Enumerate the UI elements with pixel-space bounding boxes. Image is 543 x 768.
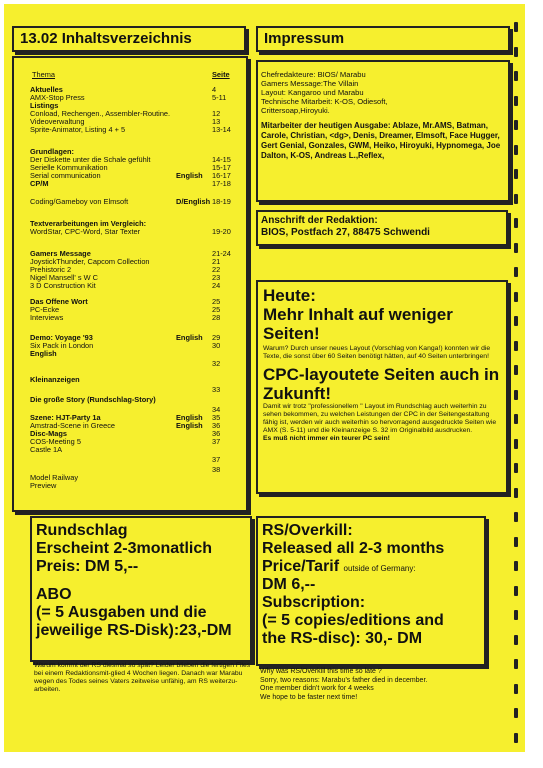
punch-hole: [514, 537, 518, 547]
punch-hole: [514, 414, 518, 424]
toc-page: 33: [212, 385, 221, 394]
toc-language: English: [176, 413, 203, 422]
toc-topic: Sprite-Animator, Listing 4 + 5: [30, 125, 126, 134]
toc-topic: Model Railway: [30, 473, 79, 482]
punch-hole: [514, 71, 518, 81]
toc-page: 17-18: [212, 179, 231, 188]
toc-topic: Coding/Gameboy von Elmsoft: [30, 197, 129, 206]
toc-page: 5-11: [212, 93, 227, 102]
toc-col-page: Seite: [212, 70, 230, 79]
rs-en-note-line: Why was RS/Overkill this time so late ?: [260, 668, 382, 675]
punch-hole: [514, 659, 518, 669]
toc-page: 12: [212, 109, 221, 118]
toc-topic: 3 D Construction Kit: [30, 281, 96, 290]
toc-page: 15-17: [212, 163, 231, 172]
toc-topic: Serielle Kommunikation: [30, 163, 108, 172]
news-paragraph-2: Damit wir trotz "professionellem " Layout im Rundschlag auch weiterhin zu sehen bekommen, zu welchen Leistungen der CPC in der Seitengestaltung fähig ist, werden wir auch weiterhin so hervorragend ausgedruckte Seiten wie AMX (S. 5-11) und die Kleinanzeige S. 32 im Originalbild ausdrucken.: [263, 403, 497, 434]
punch-hole: [514, 145, 518, 155]
overkill-price-box: [256, 516, 486, 666]
toc-page: 19-20: [212, 227, 231, 236]
punch-hole: [514, 610, 518, 620]
toc-page: 4: [212, 85, 217, 94]
toc-topic: Amstrad-Scene in Greece: [30, 421, 116, 430]
toc-page: 38: [212, 465, 221, 474]
punch-hole: [514, 733, 518, 743]
toc-page: 32: [212, 359, 221, 368]
toc-topic: Interviews: [30, 313, 64, 322]
toc-page: 24: [212, 281, 221, 290]
toc-topic: CP/M: [30, 179, 49, 188]
toc-language: English: [176, 171, 203, 180]
punch-hole: [514, 512, 518, 522]
toc-topic: JoystickThunder, Capcom Collection: [30, 257, 150, 266]
toc-page: 37: [212, 455, 221, 464]
rs-en-line: Released all 2-3 months: [262, 540, 445, 557]
news-paragraph-3: Es muß nicht immer ein teurer PC sein!: [263, 435, 390, 442]
toc-language: D/English: [176, 197, 211, 206]
toc-topic: Aktuelles: [30, 85, 63, 94]
punch-hole: [514, 169, 518, 179]
toc-page: 37: [212, 437, 221, 446]
magazine-page: [4, 4, 525, 752]
impressum-line: Layout: Kangaroo und Marabu: [261, 88, 364, 97]
toc-topic: Six Pack in London: [30, 341, 94, 350]
rs-en-note-line: We hope to be faster next time!: [260, 693, 358, 701]
rs-de-line: Erscheint 2-3monatlich: [36, 540, 213, 557]
news-paragraph-1: Warum? Durch unser neues Layout (Vorschlag von Kanga!) konnten wir die Texte, die sonst über 60 Seiten benötigt hätten, auf 40 Seiten unterbringen!: [263, 345, 491, 360]
toc-page: 30: [212, 341, 221, 350]
impressum-line: Gamers Message:The Villain: [261, 79, 359, 88]
toc-page: 14-15: [212, 155, 231, 164]
rs-de-line: ABO: [36, 586, 72, 603]
impressum-title: Impressum: [264, 30, 345, 47]
punch-hole: [514, 635, 518, 645]
rs-en-line: Price/Tarif: [262, 558, 340, 575]
rs-de-note: Warum kommt der RS diesmal so spät? Leider blieben die fertigen Files bei einem Redaktionsmit-glied 4 Wochen liegen. Danach war Marabu wegen des Todes seines Vaters zeitweise unfähig, am RS weiterzu-arbeiten.: [34, 662, 251, 693]
rs-en-line: the RS-disc): 30,- DM: [262, 630, 423, 647]
punch-hole: [514, 365, 518, 375]
toc-topic: Preview: [30, 481, 57, 490]
impressum-line: Technische Mitarbeit: K-OS, Odiesoft,: [261, 97, 388, 106]
toc-page: 18-19: [212, 197, 231, 206]
news-box: [256, 280, 508, 494]
punch-hole: [514, 120, 518, 130]
toc-col-topic: Thema: [32, 70, 56, 79]
punch-hole: [514, 488, 518, 498]
toc-topic: Kleinanzeigen: [30, 375, 80, 384]
toc-topic: WordStar, CPC-Word, Star Texter: [30, 227, 141, 236]
toc-page: 13-14: [212, 125, 231, 134]
punch-hole: [514, 22, 518, 32]
toc-language: English: [176, 421, 203, 430]
punch-hole: [514, 96, 518, 106]
punch-hole: [514, 267, 518, 277]
punch-hole: [514, 463, 518, 473]
toc-topic: Listings: [30, 101, 59, 110]
toc-page: 35: [212, 413, 221, 422]
toc-topic: Die große Story (Rundschlag-Story): [30, 395, 156, 404]
toc-topic: Grundlagen:: [30, 147, 74, 156]
impressum-line: Crittersoap,Hiroyuki.: [261, 106, 330, 115]
toc-topic: Gamers Message: [30, 249, 91, 258]
toc-page: 25: [212, 305, 221, 314]
rs-de-line: Preis: DM 5,--: [36, 558, 139, 575]
toc-page: 21-24: [212, 249, 231, 258]
punch-hole: [514, 439, 518, 449]
toc-title: 13.02 Inhaltsverzeichnis: [20, 30, 192, 47]
toc-topic: Der Diskette unter die Schale gefühlt: [30, 155, 151, 164]
punch-hole: [514, 684, 518, 694]
toc-topic: Serial communication: [30, 171, 101, 180]
toc-page: 21: [212, 257, 221, 266]
punch-hole: [514, 586, 518, 596]
toc-topic: Textverarbeitungen im Vergleich:: [30, 219, 147, 228]
toc-page: 13: [212, 117, 221, 126]
toc-page: 25: [212, 297, 221, 306]
toc-page: 23: [212, 273, 221, 282]
news-heading-2: Mehr Inhalt auf weniger Seiten!: [263, 305, 453, 343]
rs-en-line: (= 5 copies/editions and: [262, 612, 444, 629]
toc-page: 36: [212, 429, 221, 438]
toc-title-box: [12, 26, 246, 52]
rs-en-line: Subscription:: [262, 594, 366, 611]
toc-topic: COS-Meeting 5: [30, 437, 81, 446]
rs-de-line: jeweilige RS-Disk):23,-DM: [36, 622, 232, 639]
rs-en-note-line: Sorry, two reasons: Marabu's father died in december.: [260, 676, 428, 684]
rs-en-note: [260, 668, 490, 702]
toc-topic: AMX-Stop Press: [30, 93, 85, 102]
toc-topic: Prehistoric 2: [30, 265, 72, 274]
rs-de-line: (= 5 Ausgaben und die: [36, 604, 207, 621]
toc-page: 34: [212, 405, 221, 414]
rundschlag-price-box: [30, 516, 252, 662]
rs-en-outside: outside of Germany:: [343, 564, 416, 573]
rs-en-line: RS/Overkill:: [262, 522, 353, 539]
address-box: [256, 210, 508, 246]
punch-hole: [514, 194, 518, 204]
rs-en-line: DM 6,--: [262, 576, 316, 593]
punch-hole: [514, 47, 518, 57]
impressum-contributors: Mitarbeiter der heutigen Ausgabe: Ablaze, Mr.AMS, Batman, Carole, Christian, <dg>, Denis, Dreamer, Elmsoft, Face Hugger, Gert Genial, Gonzales, GWM, Heiko, Hiroyuki, Hypnomega, Joe Dalton, K-OS, Andreas L.,Reflex,: [261, 121, 501, 160]
toc-topic: Das Offene Wort: [30, 297, 88, 306]
toc-topic: Demo: Voyage '93: [30, 333, 93, 342]
toc-topic: Videoverwaltung: [30, 117, 85, 126]
toc-topic: Disc-Mags: [30, 429, 67, 438]
toc-topic: Nigel Mansell' s W C: [30, 273, 98, 282]
toc-topic: Szene: HJT-Party 1a: [30, 413, 101, 422]
toc-page: 36: [212, 421, 221, 430]
toc-page: 28: [212, 313, 221, 322]
punch-hole: [514, 316, 518, 326]
news-heading-3: CPC-layoutete Seiten auch in Zukunft!: [263, 365, 500, 403]
news-heading-1: Heute:: [263, 286, 316, 305]
rs-en-note-line: One member didn't work for 4 weeks: [260, 685, 374, 693]
toc-page: 29: [212, 333, 221, 342]
address-value: BIOS, Postfach 27, 88475 Schwendi: [261, 227, 430, 238]
address-label: Anschrift der Redaktion:: [261, 215, 378, 226]
punch-hole: [514, 292, 518, 302]
toc-topic: Castle 1A: [30, 445, 63, 454]
toc-language: English: [176, 333, 203, 342]
punch-hole: [514, 390, 518, 400]
punch-hole: [514, 243, 518, 253]
toc-page: 22: [212, 265, 221, 274]
impressum-title-box: [256, 26, 510, 52]
impressum-box: [256, 60, 510, 202]
rs-de-line: Rundschlag: [36, 522, 128, 539]
toc-topic: PC-Ecke: [30, 305, 60, 314]
toc-topic: English: [30, 349, 57, 358]
punch-hole: [514, 341, 518, 351]
punch-hole: [514, 708, 518, 718]
toc-page: 16-17: [212, 171, 231, 180]
punch-hole: [514, 561, 518, 571]
impressum-line: Chefredakteure: BIOS/ Marabu: [261, 70, 366, 79]
toc-topic: Conload, Rechengen., Assembler-Routine.: [30, 109, 171, 118]
punch-hole: [514, 218, 518, 228]
